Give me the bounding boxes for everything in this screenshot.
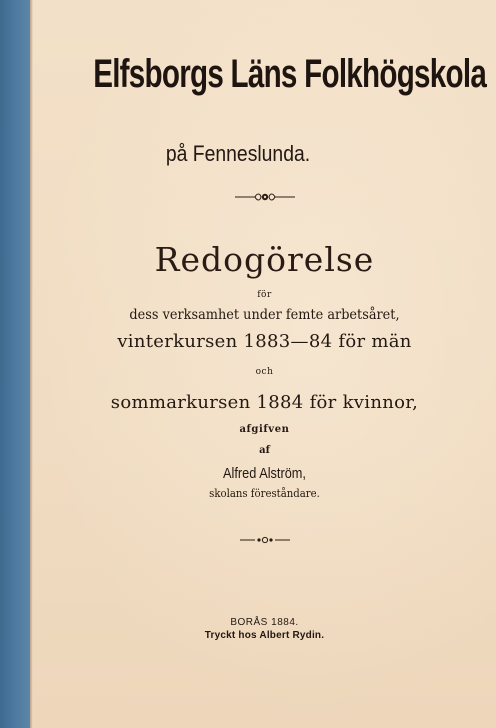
by-word: af	[259, 445, 270, 456]
location-subtitle: på Fenneslunda.	[165, 141, 311, 166]
title-page	[33, 0, 496, 728]
school-title: Elfsborgs Läns Folkhögskola	[93, 52, 487, 96]
and-word: och	[255, 367, 274, 377]
imprint-printer: Tryckt hos Albert Rydin.	[204, 630, 325, 641]
activity-line: dess verksamhet under femte arbetsåret,	[129, 307, 400, 323]
summer-course-line: sommarkursen 1884 för kvinnor,	[110, 392, 419, 413]
imprint-city-year: BORÅS 1884.	[230, 617, 299, 628]
author-role: skolans föreståndare.	[209, 487, 320, 500]
flourish-divider-icon	[233, 190, 297, 204]
report-heading: Redogörelse	[154, 240, 375, 279]
author-name: Alfred Alström,	[223, 465, 306, 482]
flourish-divider-icon	[239, 534, 291, 546]
winter-course-line: vinterkursen 1883—84 för män	[117, 331, 412, 352]
blue-spine-strip	[0, 0, 30, 728]
issued-word: afgifven	[239, 424, 290, 435]
for-word: för	[257, 290, 272, 300]
